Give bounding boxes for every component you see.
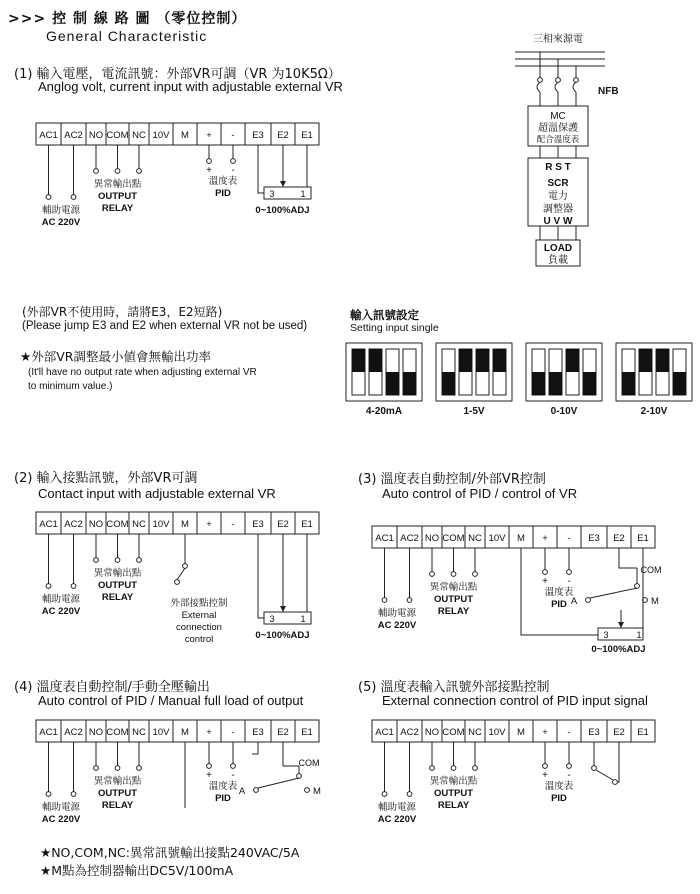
pid-minus-node xyxy=(231,764,236,769)
setting-title-en: Setting input single xyxy=(350,322,439,334)
terminal-label-10: E2 xyxy=(613,533,625,544)
contact-blade xyxy=(596,770,613,780)
diagram-2 xyxy=(36,512,319,645)
wiper-arrow xyxy=(618,622,624,628)
aux-power-en: AC 220V xyxy=(41,814,81,825)
terminal-label-11: E1 xyxy=(637,727,649,738)
nfb-node xyxy=(556,78,561,83)
temp-meter-cn: 溫度表 xyxy=(208,781,238,792)
sec5-title-en: External connection control of PID input signal xyxy=(382,693,648,708)
aux-power-cn: 輔助電源 xyxy=(377,802,417,813)
dip-knob-1-1 xyxy=(459,349,472,372)
nfb-breaker-1 xyxy=(555,82,558,92)
adj-label: 0~100%ADJ xyxy=(255,630,310,641)
terminal-label-3: COM xyxy=(106,519,129,530)
ac2-node xyxy=(71,584,76,589)
ac1-node xyxy=(382,792,387,797)
ac2-node xyxy=(71,792,76,797)
dip-mode-label-1: 1-5V xyxy=(463,406,485,417)
switch-node-top xyxy=(183,564,188,569)
terminal-label-1: AC2 xyxy=(64,519,83,530)
dip-mode-label-3: 2-10V xyxy=(640,406,668,417)
pot-pin-3: 3 xyxy=(603,630,609,640)
ac2-node xyxy=(407,598,412,603)
nfb-node xyxy=(574,78,579,83)
dip-knob-2-3 xyxy=(583,372,596,395)
terminal-label-4: NC xyxy=(468,727,482,738)
dip-knob-3-0 xyxy=(622,372,635,395)
sec3-title-en: Auto control of PID / control of VR xyxy=(382,486,578,501)
terminal-label-10: E2 xyxy=(277,130,289,141)
diagram-1 xyxy=(36,123,319,228)
terminal-label-10: E2 xyxy=(613,727,625,738)
dip-knob-1-0 xyxy=(442,372,455,395)
sec2-title-en: Contact input with adjustable external VR xyxy=(38,486,276,501)
terminal-label-10: E2 xyxy=(277,519,289,530)
terminal-label-9: E3 xyxy=(252,130,264,141)
footer-note2: ★M點為控制器輸出DC5V/100mA xyxy=(40,863,234,878)
scr-regulator-label: 調整器 xyxy=(543,204,573,215)
jump-note-en: (Please jump E3 and E2 when external VR not be used) xyxy=(22,320,308,332)
selector-blade xyxy=(590,588,637,598)
terminal-label-9: E3 xyxy=(588,727,600,738)
terminal-label-6: M xyxy=(181,519,189,530)
terminal-label-6: M xyxy=(181,727,189,738)
selector-blade xyxy=(258,778,299,788)
switch-node-bottom xyxy=(175,580,180,585)
terminal-label-0: AC1 xyxy=(39,727,58,738)
terminal-label-0: AC1 xyxy=(375,727,394,738)
sec1-title-en: Anglog volt, current input with adjustable external VR xyxy=(38,79,343,94)
terminal-label-8: - xyxy=(231,727,235,738)
min-note-en1: (It'll have no output rate when adjusting external VR xyxy=(28,367,257,378)
selector-a-node xyxy=(586,598,591,603)
ac2-node xyxy=(407,792,412,797)
dip-knob-2-2 xyxy=(566,349,579,372)
pid-label: PID xyxy=(215,793,231,804)
page-subtitle: General Characteristic xyxy=(46,28,208,44)
ext-contact-en2: connection xyxy=(176,622,222,633)
relay-node xyxy=(430,572,435,577)
ac1-node xyxy=(382,598,387,603)
terminal-label-5: 10V xyxy=(152,130,170,141)
dip-knob-1-2 xyxy=(476,349,489,372)
diagram-3 xyxy=(372,526,662,655)
load-cn-label: 負載 xyxy=(548,255,568,266)
diagram-4 xyxy=(36,720,321,825)
terminal-label-4: NC xyxy=(132,519,146,530)
alarm-en1: OUTPUT xyxy=(97,580,138,591)
terminal-label-5: 10V xyxy=(152,727,170,738)
adj-label: 0~100%ADJ xyxy=(591,644,646,655)
footer-note1: ★NO,COM,NC:異常訊號輸出接點240VAC/5A xyxy=(40,845,300,860)
terminal-label-6: M xyxy=(517,727,525,738)
alarm-en1: OUTPUT xyxy=(433,788,474,799)
terminal-label-6: M xyxy=(517,533,525,544)
selector-a-label: A xyxy=(238,786,246,797)
temp-meter-cn: 溫度表 xyxy=(544,587,574,598)
relay-node xyxy=(451,572,456,577)
dip-knob-0-2 xyxy=(386,372,399,395)
power-circuit xyxy=(515,32,619,266)
alarm-en2: RELAY xyxy=(101,592,134,603)
pid-minus-label: - xyxy=(231,770,235,781)
dip-knob-1-3 xyxy=(493,349,506,372)
relay-node xyxy=(451,766,456,771)
terminal-label-3: COM xyxy=(106,130,129,141)
com-label: COM xyxy=(298,758,320,768)
dip-knob-0-3 xyxy=(403,372,416,395)
sec3-title-cn: (3) 溫度表自動控制/外部VR控制 xyxy=(358,472,546,487)
alarm-en2: RELAY xyxy=(437,800,470,811)
pid-label: PID xyxy=(551,793,567,804)
sec1-title-cn: (1) 輸入電壓，電流訊號：外部VR可調（VR 为10K5Ω） xyxy=(14,67,341,82)
contact-node-a xyxy=(592,766,597,771)
contact-node-b xyxy=(613,780,618,785)
scr-label: SCR xyxy=(547,178,569,189)
aux-power-cn: 輔助電源 xyxy=(41,802,81,813)
terminal-label-8: - xyxy=(567,727,571,738)
terminal-label-5: 10V xyxy=(488,533,506,544)
e3-wire xyxy=(252,742,258,754)
e2-wire xyxy=(617,742,619,782)
nfb-breaker-0 xyxy=(537,82,540,92)
relay-node xyxy=(473,572,478,577)
terminal-label-2: NO xyxy=(88,519,104,530)
pot-pin-1: 1 xyxy=(300,189,306,199)
three-phase-source-label: 三相來源電 xyxy=(533,34,583,45)
pid-plus-node xyxy=(543,570,548,575)
pid-minus-node xyxy=(231,159,236,164)
ac1-node xyxy=(46,584,51,589)
pot-pin-3: 3 xyxy=(269,189,275,199)
terminal-label-11: E1 xyxy=(301,727,313,738)
selector-pivot xyxy=(635,584,640,589)
pid-plus-label: + xyxy=(206,770,212,781)
pid-minus-label: - xyxy=(567,770,571,781)
dip-knob-2-1 xyxy=(549,372,562,395)
sec4-title-cn: (4) 溫度表自動控制/手動全壓輸出 xyxy=(14,680,210,695)
pid-plus-label: + xyxy=(206,165,212,176)
terminal-label-7: + xyxy=(542,533,548,544)
terminal-label-7: + xyxy=(206,519,212,530)
sec5-title-cn: (5) 溫度表輸入訊號外部接點控制 xyxy=(358,680,550,695)
dip-knob-2-0 xyxy=(532,372,545,395)
wiper-arrow xyxy=(280,181,286,187)
mc-meter-label: 配合溫度表 xyxy=(536,134,580,144)
nfb-breaker-2 xyxy=(573,82,576,92)
terminal-label-5: 10V xyxy=(488,727,506,738)
terminal-label-9: E3 xyxy=(588,533,600,544)
terminal-label-3: COM xyxy=(442,533,465,544)
dip-switch-settings xyxy=(346,343,692,417)
terminal-label-8: - xyxy=(231,130,235,141)
min-note-cn: ★外部VR調整最小値會無輸出功率 xyxy=(20,349,211,364)
terminal-label-2: NO xyxy=(88,130,104,141)
pot-pin-1: 1 xyxy=(636,630,642,640)
com-label: COM xyxy=(640,565,662,575)
alarm-cn: 異常輸出點 xyxy=(93,179,142,190)
pid-plus-node xyxy=(207,159,212,164)
terminal-label-4: NC xyxy=(132,727,146,738)
alarm-en1: OUTPUT xyxy=(97,788,138,799)
pid-plus-node xyxy=(207,764,212,769)
relay-node xyxy=(94,169,99,174)
selector-pivot xyxy=(297,774,302,779)
pid-minus-label: - xyxy=(231,165,235,176)
pid-label: PID xyxy=(215,188,231,199)
pot-pin-1: 1 xyxy=(300,614,306,624)
alarm-cn: 異常輸出點 xyxy=(429,776,478,787)
alarm-en2: RELAY xyxy=(101,800,134,811)
alarm-en1: OUTPUT xyxy=(97,191,138,202)
dip-mode-label-2: 0-10V xyxy=(550,406,578,417)
terminal-label-9: E3 xyxy=(252,727,264,738)
alarm-en1: OUTPUT xyxy=(433,594,474,605)
nfb-node xyxy=(538,78,543,83)
ext-contact-en1: External xyxy=(181,610,217,621)
terminal-label-2: NO xyxy=(424,533,440,544)
terminal-label-9: E3 xyxy=(252,519,264,530)
terminal-label-7: + xyxy=(542,727,548,738)
terminal-label-0: AC1 xyxy=(39,519,58,530)
wiper-arrow xyxy=(280,606,286,612)
ext-contact-en3: control xyxy=(184,634,214,645)
adj-label: 0~100%ADJ xyxy=(255,205,310,216)
terminal-label-5: 10V xyxy=(152,519,170,530)
mc-label: MC xyxy=(550,111,566,122)
aux-power-en: AC 220V xyxy=(377,620,417,631)
mc-overtemp-label: 超溫保護 xyxy=(538,123,578,134)
nfb-label: NFB xyxy=(598,86,619,97)
terminal-label-1: AC2 xyxy=(400,533,419,544)
dip-knob-0-1 xyxy=(369,349,382,372)
load-label: LOAD xyxy=(543,243,573,254)
alarm-en2: RELAY xyxy=(437,606,470,617)
selector-a-label: A xyxy=(570,596,578,607)
temp-meter-cn: 溫度表 xyxy=(544,781,574,792)
aux-power-cn: 輔助電源 xyxy=(41,205,81,216)
sec2-title-cn: (2) 輸入接點訊號，外部VR可調 xyxy=(14,471,198,486)
aux-power-en: AC 220V xyxy=(377,814,417,825)
alarm-cn: 異常輸出點 xyxy=(93,568,142,579)
relay-node xyxy=(137,766,142,771)
setting-title-cn: 輸入訊號設定 xyxy=(350,308,419,322)
ac2-node xyxy=(71,195,76,200)
relay-node xyxy=(115,766,120,771)
terminal-label-6: M xyxy=(181,130,189,141)
ac1-node xyxy=(46,195,51,200)
uvw-label: U V W xyxy=(543,216,573,227)
page-title: >>> 控 制 線 路 圖 （零位控制） xyxy=(8,11,247,27)
terminal-label-1: AC2 xyxy=(64,727,83,738)
pid-plus-label: + xyxy=(542,770,548,781)
ext-contact-cn: 外部接點控制 xyxy=(170,598,228,609)
terminal-label-1: AC2 xyxy=(64,130,83,141)
ac1-node xyxy=(46,792,51,797)
terminal-label-4: NC xyxy=(468,533,482,544)
aux-power-en: AC 220V xyxy=(41,606,81,617)
terminal-label-4: NC xyxy=(132,130,146,141)
sec4-title-en: Auto control of PID / Manual full load of output xyxy=(38,693,304,708)
alarm-cn: 異常輸出點 xyxy=(93,776,142,787)
terminal-label-3: COM xyxy=(442,727,465,738)
relay-node xyxy=(137,169,142,174)
jump-note-cn: (外部VR不使用時，請將E3，E2短路) xyxy=(22,305,223,319)
pid-plus-label: + xyxy=(542,576,548,587)
pid-minus-node xyxy=(567,570,572,575)
alarm-cn: 異常輸出點 xyxy=(429,582,478,593)
alarm-en2: RELAY xyxy=(101,203,134,214)
pid-label: PID xyxy=(551,599,567,610)
terminal-label-2: NO xyxy=(424,727,440,738)
selector-m-label: M xyxy=(651,596,659,607)
dip-knob-3-2 xyxy=(656,349,669,372)
terminal-label-3: COM xyxy=(106,727,129,738)
selector-m-label: M xyxy=(313,786,321,797)
terminal-label-0: AC1 xyxy=(375,533,394,544)
com-wire xyxy=(619,548,637,568)
terminal-label-1: AC2 xyxy=(400,727,419,738)
relay-node xyxy=(430,766,435,771)
scr-power-label: 電力 xyxy=(548,191,568,202)
terminal-label-8: - xyxy=(231,519,235,530)
dip-knob-3-1 xyxy=(639,349,652,372)
dip-mode-label-0: 4-20mA xyxy=(365,406,403,417)
relay-node xyxy=(473,766,478,771)
e3-wire xyxy=(258,534,264,618)
pid-minus-label: - xyxy=(567,576,571,587)
temp-meter-cn: 溫度表 xyxy=(208,176,238,187)
terminal-label-8: - xyxy=(567,533,571,544)
pot-pin-3: 3 xyxy=(269,614,275,624)
aux-power-en: AC 220V xyxy=(41,217,81,228)
dip-knob-3-3 xyxy=(673,372,686,395)
terminal-label-11: E1 xyxy=(301,130,313,141)
dip-knob-0-0 xyxy=(352,349,365,372)
terminal-label-11: E1 xyxy=(301,519,313,530)
relay-node xyxy=(115,169,120,174)
pid-plus-node xyxy=(543,764,548,769)
rst-label: R S T xyxy=(545,162,571,173)
selector-a-node xyxy=(254,788,259,793)
selector-m-node xyxy=(305,788,310,793)
e3-wire xyxy=(258,145,264,193)
diagram-5 xyxy=(372,720,655,825)
terminal-label-2: NO xyxy=(88,727,104,738)
min-note-en2: to minimum value.) xyxy=(28,381,113,392)
terminal-label-0: AC1 xyxy=(39,130,58,141)
terminal-label-7: + xyxy=(206,727,212,738)
terminal-label-11: E1 xyxy=(637,533,649,544)
terminal-label-10: E2 xyxy=(277,727,289,738)
aux-power-cn: 輔助電源 xyxy=(377,608,417,619)
relay-node xyxy=(94,558,99,563)
relay-node xyxy=(115,558,120,563)
pid-minus-node xyxy=(567,764,572,769)
relay-node xyxy=(94,766,99,771)
relay-node xyxy=(137,558,142,563)
switch-blade xyxy=(177,568,185,580)
terminal-label-7: + xyxy=(206,130,212,141)
aux-power-cn: 輔助電源 xyxy=(41,594,81,605)
